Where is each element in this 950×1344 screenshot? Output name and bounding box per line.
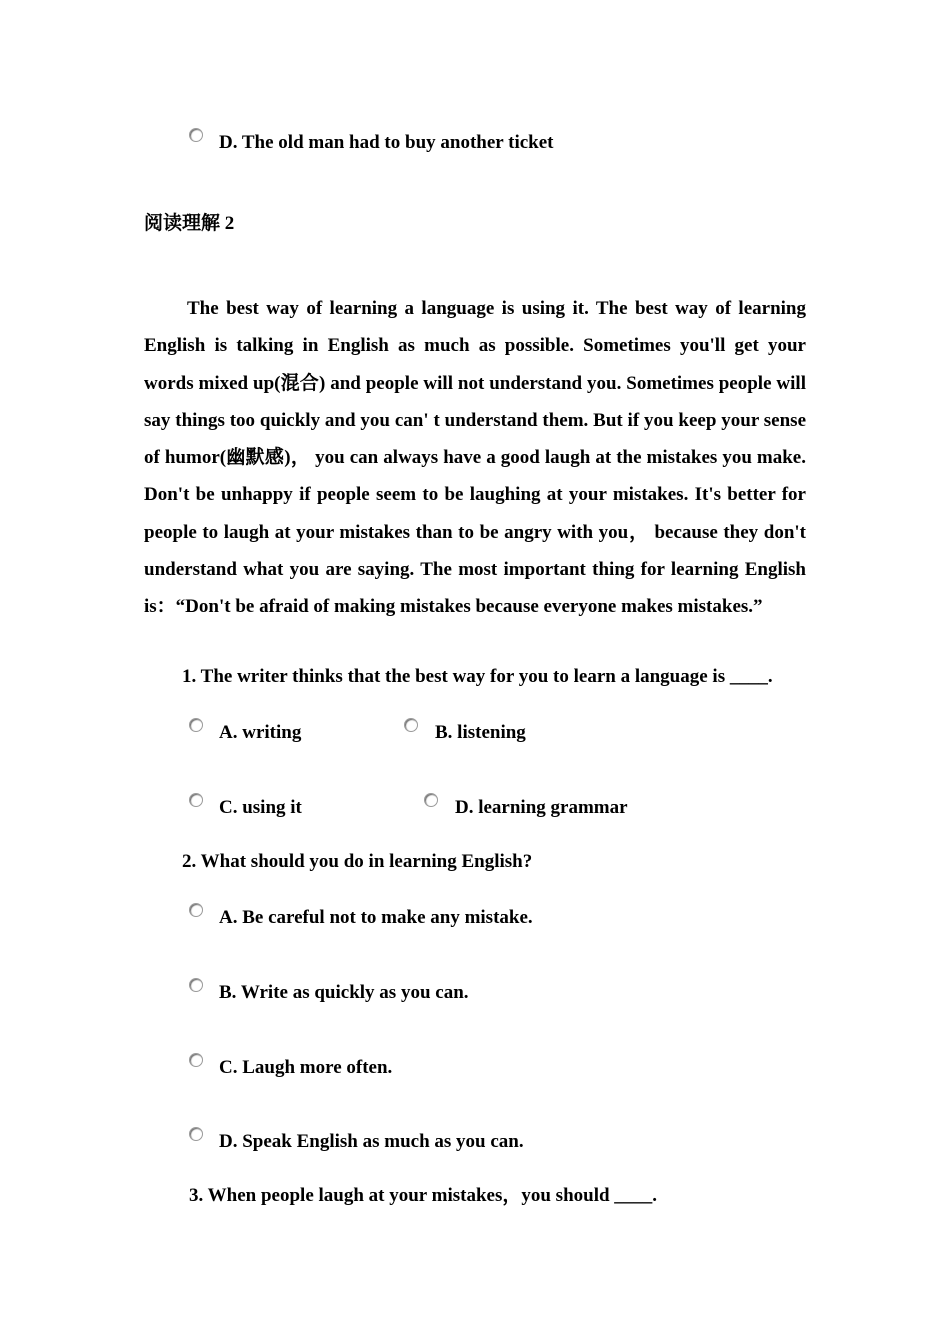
q2-option-a-label: A. Be careful not to make any mistake.: [219, 907, 533, 928]
radio-q2-d[interactable]: [189, 1127, 203, 1141]
radio-q2-c[interactable]: [189, 1053, 203, 1067]
radio-q1-d[interactable]: [424, 793, 438, 807]
radio-q1-b[interactable]: [404, 718, 418, 732]
q1-option-c-label: C. using it: [219, 797, 302, 818]
q1-option-d-label: D. learning grammar: [455, 797, 628, 818]
radio-q1-c[interactable]: [189, 793, 203, 807]
q2-option-d-label: D. Speak English as much as you can.: [219, 1131, 524, 1152]
reading-passage: The best way of learning a language is using it. The best way of learning English is talking in English as much as possible. Sometimes you'll get your words mixed up(混合) and people will not understand you. Sometimes people will say things too quickly and you can' t understand them. But if you keep your sense of humor(幽默感)， you can always have a good laugh at the mistakes you make. Don't be unhappy if people seem to be laughing at your mistakes. It's better for people to laugh at your mistakes than to be angry with you， because they don't understand what you are saying. The most important thing for learning English is：“Don't be afraid of making mistakes because everyone makes mistakes.”: [144, 298, 806, 618]
radio-q2-a[interactable]: [189, 903, 203, 917]
question-3: 3. When people laugh at your mistakes，you should ____.: [189, 1185, 658, 1206]
q2-option-c-label: C. Laugh more often.: [219, 1057, 393, 1078]
q2-option-b-label: B. Write as quickly as you can.: [219, 982, 469, 1003]
question-1: 1. The writer thinks that the best way for you to learn a language is ____.: [182, 666, 773, 687]
prev-option-d-label: D. The old man had to buy another ticket: [219, 132, 554, 153]
question-2: 2. What should you do in learning English?: [182, 851, 533, 872]
radio-q2-b[interactable]: [189, 978, 203, 992]
q1-option-b-label: B. listening: [435, 722, 526, 743]
radio-q1-a[interactable]: [189, 718, 203, 732]
q1-option-a-label: A. writing: [219, 722, 302, 743]
radio-prev-d[interactable]: [189, 128, 203, 142]
section-title: 阅读理解 2: [144, 213, 235, 234]
